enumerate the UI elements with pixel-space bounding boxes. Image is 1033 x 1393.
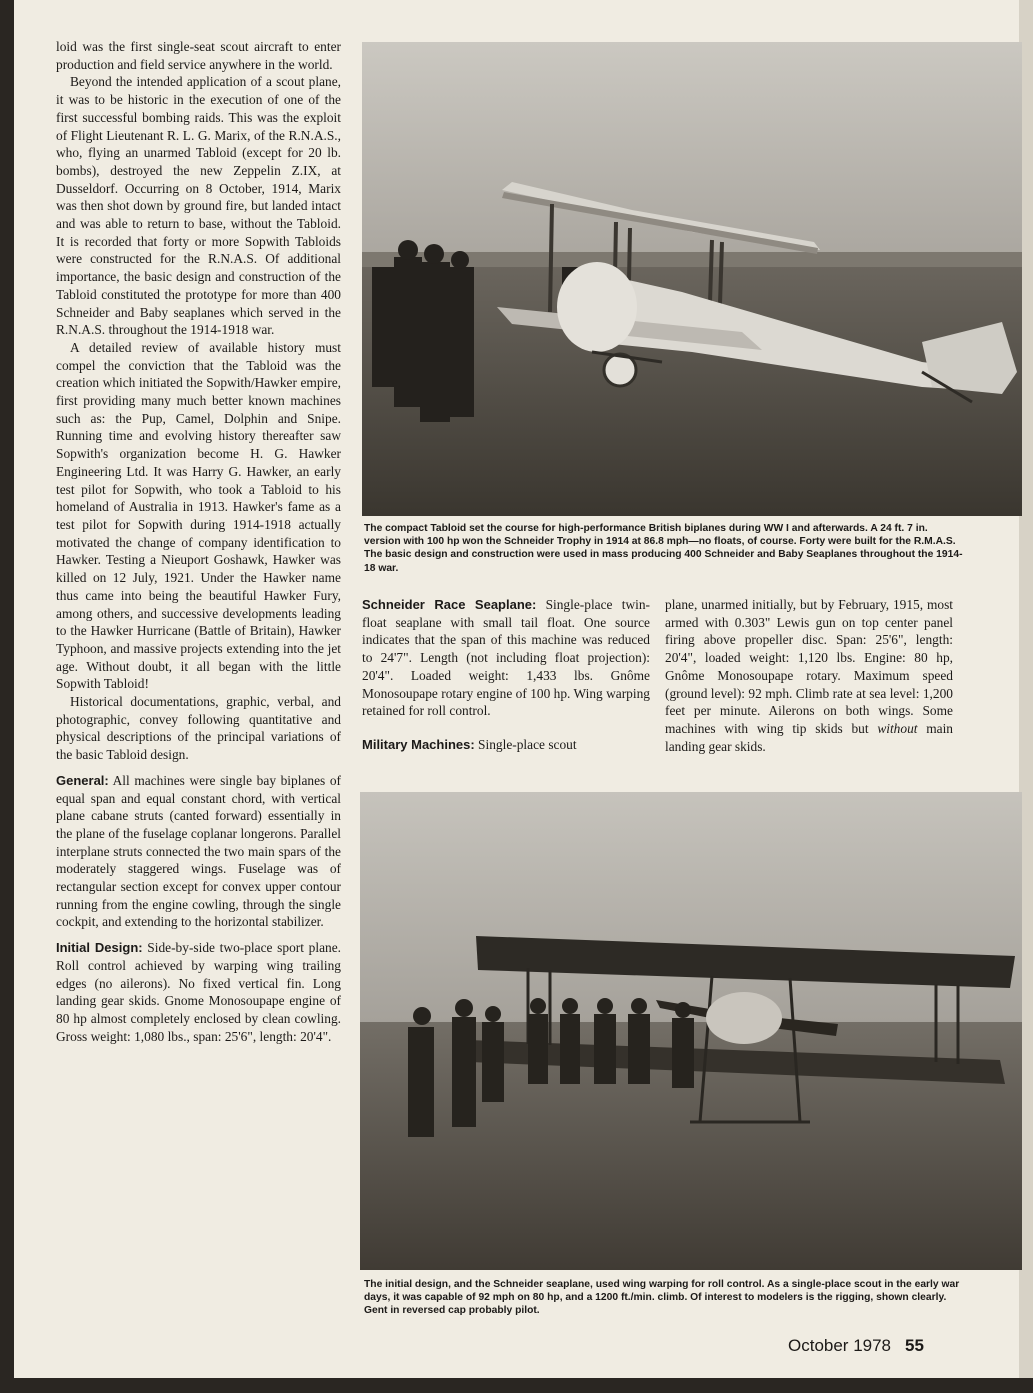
scan-edge-bottom — [0, 1378, 1033, 1393]
schneider-section — [362, 596, 650, 720]
paragraph: Beyond the intended application of a scout plane, it was to be historic in the execution of one of the first successful bombing raids. This was the exploit of Flight Lieutenant R. L. G. Marix, of the R.N.A.S., who, flying an unarmed Tabloid (except for 20 lb. bombs), destroyed the new Zeppelin Z.IX, at Dusseldorf. Occurring on 8 October, 1914, Marix was then shot down by ground fire, but landed intact and was able to return to base, without the Tabloid. It is recorded that forty or more Sopwith Tabloids were constructed for the R.N.A.S. Of additional importance, the basic design and construction of the Tabloid constituted the prototype for more than 400 Schneider and Baby seaplanes which served in the R.N.A.S. throughout the 1914-1918 war. — [56, 74, 341, 338]
scan-edge-left — [0, 0, 14, 1393]
page-footer — [788, 1336, 924, 1356]
military-section — [362, 736, 650, 754]
initial-design-section — [56, 939, 341, 1045]
general-section — [56, 772, 341, 931]
photo-tabloid-front-view — [360, 792, 1022, 1270]
middle-column — [362, 596, 650, 754]
paragraph-text: main landing gear skids. — [665, 720, 954, 754]
photo-caption-bottom: The initial design, and the Schneider seaplane, used wing warping for roll control. As a single-place scout in the early war days, it was capable of 92 mph on 80 hp, and a 1200 ft./min. climb. Of interest to modelers is the rigging, shown clearly. Gent in reversed cap probably pilot. — [364, 1279, 960, 1317]
right-column — [665, 596, 953, 755]
section-text: Side-by-side two-place sport plane. Roll control achieved by warping wing trailing edges (no ailerons). No fixed vertical fin. Long landing gear skids. Gnome Monosoupape engine of 80 hp almost completely enclosed by clean cowling. Gross weight: 1,080 lbs., span: 25'6", length: 20'4". — [56, 940, 342, 1044]
paragraph — [665, 596, 953, 755]
page-number: 55 — [905, 1336, 924, 1355]
paragraph: A detailed review of available history must compel the conviction that the Tabloid was the creation which initiated the Sopwith/Hawker empire, first providing many much better known machines such as: the Pup, Camel, Dolphin and Snipe. Running time and evolving history thereafter saw Sopwith's organization become H. G. Hawker Engineering Ltd. It was Harry G. Hawker, an early test pilot for Sopwith, who took a Tabloid to his homeland of Australia in 1913. Hawker's fame as a test pilot for Sopwith during 1914-1918 actually motivated the change of company identification to Hawker. Testing a Nieuport Goshawk, Hawker was killed on 12 July, 1921. Under the Hawker name thus came into being the beautiful Hawker Fury, among others, and successive developments leading to the Hawker Hurricane (Battle of Britain), Hawker Typhoon, and massive projects extending into the jet age. Without doubt, it all began with the little Sopwith Tabloid! — [56, 339, 341, 692]
paragraph: Historical documentations, graphic, verbal, and photographic, convey following quantitative and physical descriptions of the principal variations of the basic Tabloid design. — [56, 694, 341, 763]
section-text: All machines were single bay biplanes of equal span and equal constant chord, with vertical plane cabane struts (canted forward) essentially in the plane of the fuselage coplanar longerons. Parallel interplane struts connected the two main spars of the moderately staggered wings. Fuselage was of rectangular section except for convex upper contour running from the engine cowling, through the single cockpit, and extending to the horizontal stabilizer. — [56, 772, 341, 930]
photo-caption-top: The compact Tabloid set the course for high-performance British biplanes during WW I and afterwards. A 24 ft. 7 in. version with 100 hp won the Schneider Trophy in 1914 at 86.8 mph—no floats, of course. Forty were built for the R.M.A.S. The basic design and construction were used in mass producing 400 Schneider and Baby Seaplanes throughout the 1914-18 war. — [364, 523, 963, 574]
section-text: Single-place twin-float seaplane with small tail float. One source indicates that the span of this machine was reduced to 24'7". Length (not including float projection): 20'4". Loaded weight: 1,433 lbs. Gnôme Monosoupape rotary engine of 100 hp. Wing warping retained for roll control. — [362, 597, 650, 719]
emphasis-text: without — [877, 720, 918, 736]
section-heading: General: — [56, 772, 109, 788]
paragraph-text: plane, unarmed initially, but by February, 1915, most armed with 0.303" Lewis gun on top center panel firing above propeller disc. Span: 25'6", length: 20'4", loaded weight: 1,120 lbs. Engine: 80 hp, Gnôme Monosoupape rotary. Maximum speed (ground level): 92 mph. Climb rate at sea level: 1,200 feet per minute. Ailerons on both wings. Some machines with wing tip skids but — [665, 597, 953, 736]
section-heading: Initial Design: — [56, 940, 143, 956]
section-heading: Military Machines: — [362, 736, 475, 752]
left-column — [56, 38, 341, 1045]
paragraph: loid was the first single-seat scout aircraft to enter production and field service anywhere in the world. — [56, 39, 341, 72]
section-heading: Schneider Race Seaplane: — [362, 597, 537, 612]
section-text: Single-place scout — [474, 736, 577, 752]
photo-tabloid-on-field — [362, 42, 1022, 516]
issue-date: October 1978 — [788, 1336, 892, 1355]
